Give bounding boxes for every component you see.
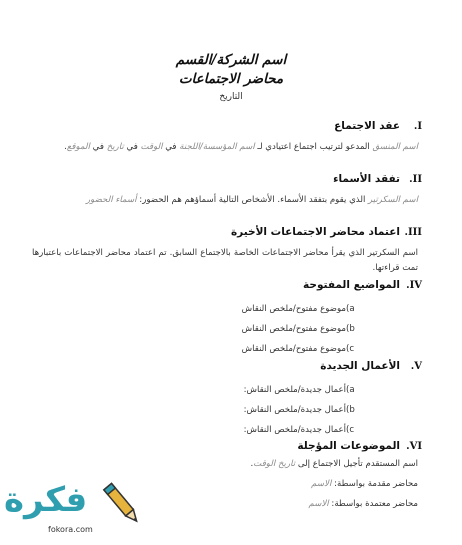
section-paragraph (32, 140, 422, 155)
site-logo (4, 478, 146, 542)
section-number: II. (409, 174, 422, 185)
section-number: V. (410, 361, 422, 372)
section-number: VI. (406, 441, 422, 452)
placeholder-date: تاريخ (278, 459, 296, 469)
item-letter: b) (346, 324, 355, 334)
placeholder-secretary: اسم السكرتير (368, 195, 418, 205)
text-run: اسم المستقدم (365, 459, 418, 469)
placeholder-attendees: أسماء الحضور (86, 195, 137, 205)
section-paragraph: اسم السكرتير الذي يقرأ محاضر الاجتماعات الخاصة بالاجتماع السابق. تم اعتماد محاضر الاجتماعات باعتبارها تمت قراءتها. (32, 248, 418, 273)
section-heading (32, 118, 422, 134)
section-title: تفقد الأسماء (333, 173, 400, 185)
placeholder-time: الوقت (253, 459, 276, 469)
text-run: في (89, 142, 107, 152)
text-run: في (162, 142, 180, 152)
list-item (32, 299, 422, 319)
adjournment-line (32, 454, 422, 474)
section-paragraph (32, 193, 422, 208)
placeholder-name: الاسم (311, 479, 332, 489)
item-text: أعمال جديدة/ملخص النقاش: (243, 405, 346, 415)
document-title: محاضر الاجتماعات (178, 71, 284, 87)
text-run: . (64, 142, 67, 152)
section-heading (32, 358, 422, 374)
item-list (32, 380, 422, 440)
item-letter: c) (346, 425, 355, 435)
pencil-icon (100, 478, 148, 528)
item-text: أعمال جديدة/ملخص النقاش: (243, 385, 346, 395)
text-run: تأجيل الاجتماع إلى (295, 459, 366, 469)
section-new-business (32, 358, 422, 440)
section-heading (32, 277, 422, 293)
company-name: اسم الشركة/القسم (175, 52, 287, 68)
list-item (32, 420, 422, 440)
section-heading (32, 224, 422, 240)
section-title: عقد الاجتماع (334, 120, 400, 132)
placeholder-coordinator: اسم المنسق (372, 142, 418, 152)
item-letter: c) (346, 344, 355, 354)
list-item (32, 380, 422, 400)
item-letter: a) (346, 385, 355, 395)
placeholder-time: الوقت (140, 142, 163, 152)
item-letter: b) (346, 405, 355, 415)
placeholder-name: الاسم (308, 499, 329, 509)
date-placeholder: التاريخ (219, 92, 243, 102)
text-run: . (250, 459, 254, 469)
item-text: موضوع مفتوح/ملخص النقاش (241, 324, 346, 334)
section-number: I. (413, 121, 422, 132)
item-text: موضوع مفتوح/ملخص النقاش (241, 304, 346, 314)
item-list (32, 299, 422, 359)
text-run: الذي يقوم بتفقد الأسماء. الأشخاص التالية أسماؤهم هم الحضور: (136, 195, 369, 205)
item-text: موضوع مفتوح/ملخص النقاش (241, 344, 346, 354)
section-number: III. (404, 227, 422, 238)
item-letter: a) (346, 304, 355, 314)
text-run: محاضر معتمدة بواسطة: (328, 499, 418, 509)
placeholder-date: تاريخ (106, 142, 124, 152)
section-heading (32, 438, 422, 454)
placeholder-organization: اسم المؤسسة/اللجنة (179, 142, 255, 152)
list-item (32, 319, 422, 339)
text-run: المدعو لترتيب اجتماع اعتيادي لـ (254, 142, 373, 152)
section-title: الأعمال الجديدة (320, 360, 400, 372)
list-item (32, 400, 422, 420)
list-item (32, 339, 422, 359)
section-open-issues (32, 277, 422, 359)
section-number: IV. (406, 280, 422, 291)
section-call-to-order (32, 118, 422, 155)
section-title: المواضيع المفتوحة (303, 279, 400, 291)
logo-site-url: fokora.com (48, 525, 93, 534)
section-approval-of-minutes (32, 224, 422, 276)
section-heading (32, 171, 422, 187)
item-text: أعمال جديدة/ملخص النقاش: (243, 425, 346, 435)
section-title: اعتماد محاضر الاجتماعات الأخيرة (230, 226, 400, 238)
section-roll-call (32, 171, 422, 208)
section-title: الموضوعات المؤجلة (297, 440, 400, 452)
placeholder-location: الموقع (66, 142, 90, 152)
text-run: في (123, 142, 141, 152)
logo-wordmark: فكرة (4, 480, 88, 520)
text-run: محاضر مقدمة بواسطة: (331, 479, 418, 489)
